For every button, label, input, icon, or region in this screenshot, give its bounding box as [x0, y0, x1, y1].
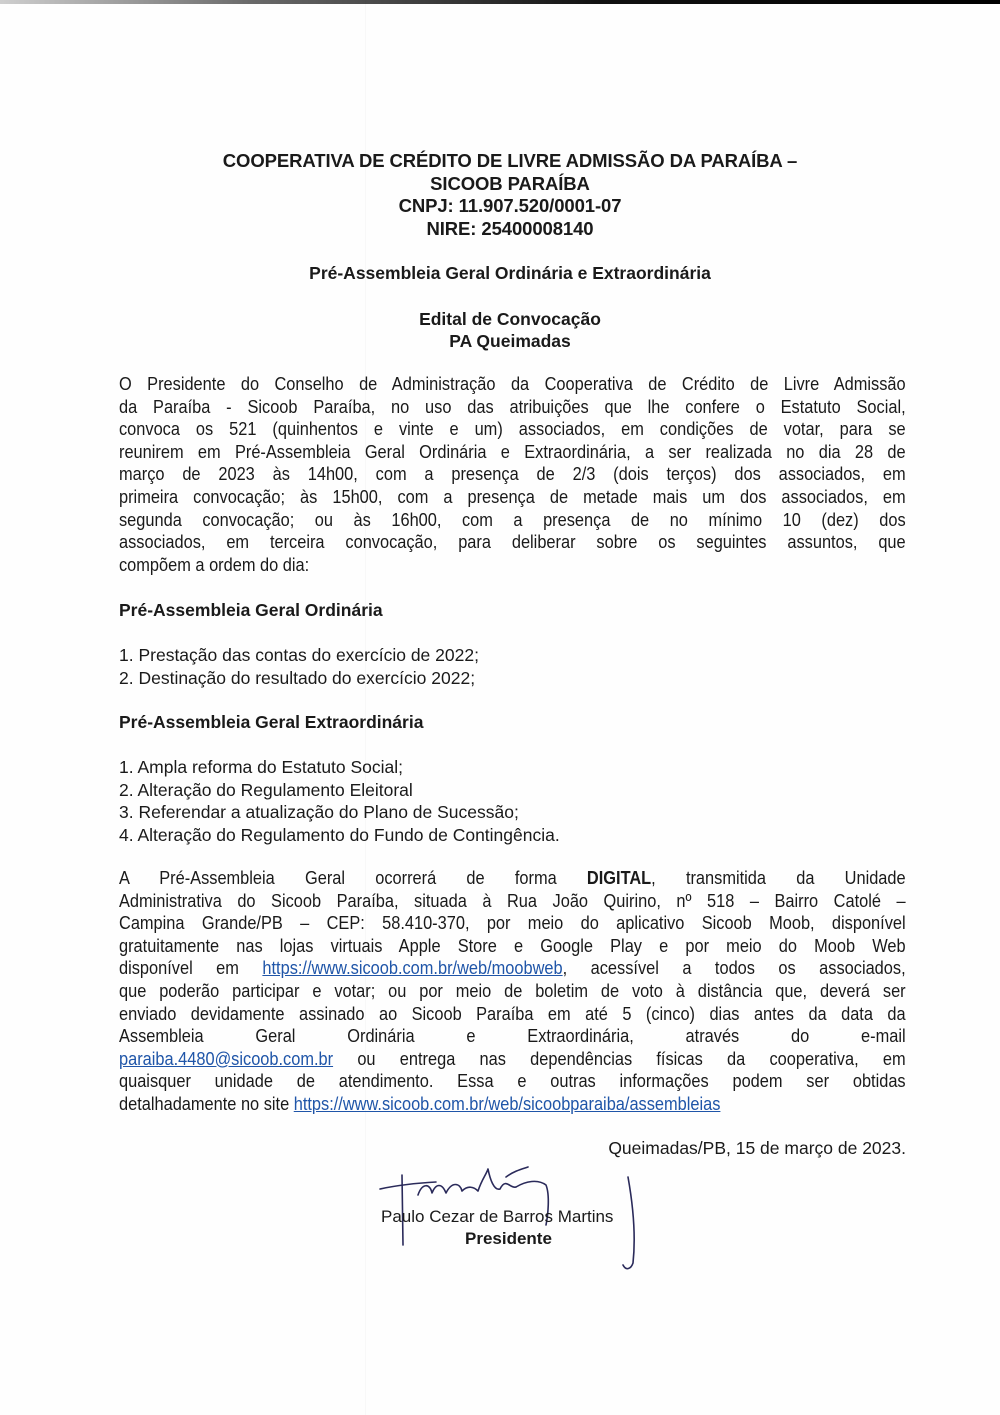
details-line: Campina Grande/PB – CEP: 58.410-370, por meio do aplicativo Sicoob Moob, disponível [119, 913, 906, 934]
cooperative-name: COOPERATIVA DE CRÉDITO DE LIVRE ADMISSÃO DA PARAÍBA – [222, 150, 798, 171]
edital-title: Edital de Convocação [419, 309, 601, 329]
extraordinaria-agenda-list [119, 756, 560, 847]
intro-line: março de 2023 às 14h00, com a presença de 2/3 (dois terços) dos associados, em [119, 464, 906, 485]
moobweb-link[interactable]: https://www.sicoob.com.br/web/moobweb [262, 958, 563, 979]
ordinaria-agenda-list [119, 644, 479, 689]
agenda-item: 3. Referendar a atualização do Plano de Sucessão; [119, 802, 519, 823]
signer-role: Presidente [465, 1229, 552, 1248]
details-line: paraiba.4480@sicoob.com.br ou entrega nas dependências físicas da cooperativa, em [119, 1048, 906, 1069]
email-link[interactable]: paraiba.4480@sicoob.com.br [119, 1048, 334, 1069]
intro-line: O Presidente do Conselho de Administração da Cooperativa de Crédito de Livre Admissão [119, 374, 906, 394]
agenda-item: 2. Alteração do Regulamento Eleitoral [119, 779, 413, 800]
intro-line: associados, em terceira convocação, para deliberar sobre os seguintes assuntos, que [119, 532, 906, 553]
agenda-item: 4. Alteração do Regulamento do Fundo de Contingência. [119, 825, 560, 846]
intro-paragraph [119, 373, 905, 576]
details-paragraph [119, 867, 905, 1116]
edital-heading [0, 308, 1000, 352]
intro-line: da Paraíba - Sicoob Paraíba, no uso das atribuições que lhe confere o Estatuto Social, [119, 396, 906, 417]
details-line: quaisquer unidade de atendimento. Essa e outras informações podem ser obtidas [119, 1071, 906, 1092]
intro-line: convoca os 521 (quinhentos e vinte e um) associados, em condições de votar, para se [119, 419, 906, 440]
intro-line: compõem a ordem do dia: [119, 554, 310, 575]
assembleias-link[interactable]: https://www.sicoob.com.br/web/sicoobparaiba/assembleias [293, 1093, 721, 1114]
signer-name: Paulo Cezar de Barros Martins [381, 1207, 614, 1226]
details-line: Assembleia Geral Ordinária e Extraordinária, através do e-mail [119, 1026, 906, 1047]
digital-emphasis: DIGITAL [586, 868, 652, 888]
details-line: Administrativa do Sicoob Paraíba, situada à Rua João Quirino, nº 518 – Bairro Catolé – [119, 890, 906, 911]
document-header [0, 150, 1000, 240]
intro-line: primeira convocação; às 15h00, com a presença de metade mais um dos associados, em [119, 486, 906, 507]
nire: NIRE: 25400008140 [426, 217, 594, 239]
extraordinaria-title: Pré-Assembleia Geral Extraordinária [119, 712, 424, 732]
scan-top-edge [0, 0, 1000, 4]
details-line: enviado devidamente assinado ao Sicoob Paraíba em até 5 (cinco) dias antes da data da [119, 1003, 906, 1024]
edital-unit: PA Queimadas [449, 331, 571, 351]
agenda-item: 1. Ampla reforma do Estatuto Social; [119, 757, 404, 777]
details-line: detalhadamente no site https://www.sicoob.com.br/web/sicoobparaiba/assembleias [119, 1093, 721, 1114]
agenda-item: 1. Prestação das contas do exercício de 2022; [119, 645, 479, 665]
assembly-subtitle: Pré-Assembleia Geral Ordinária e Extraordinária [309, 263, 711, 283]
ordinaria-title: Pré-Assembleia Geral Ordinária [119, 600, 383, 620]
intro-line: reunirem em Pré-Assembleia Geral Ordinária e Extraordinária, a ser realizada no dia 28 de [119, 441, 906, 462]
details-line: gratuitamente nas lojas virtuais Apple Store e Google Play e por meio do Moob Web [119, 935, 906, 956]
intro-line: segunda convocação; ou às 16h00, com a presença de no mínimo 10 (dez) dos [119, 509, 906, 530]
details-line: disponível em https://www.sicoob.com.br/web/moobweb, acessível a todos os associados, [119, 958, 906, 979]
details-line: A Pré-Assembleia Geral ocorrerá de forma DIGITAL, transmitida da Unidade [119, 868, 906, 888]
cooperative-short-name: SICOOB PARAÍBA [430, 172, 590, 194]
cnpj: CNPJ: 11.907.520/0001-07 [398, 195, 622, 216]
details-line: que poderão participar e votar; ou por meio de boletim de voto à distância que, deverá ser [119, 980, 906, 1001]
dateline: Queimadas/PB, 15 de março de 2023. [608, 1138, 906, 1158]
agenda-item: 2. Destinação do resultado do exercício 2022; [119, 667, 476, 688]
